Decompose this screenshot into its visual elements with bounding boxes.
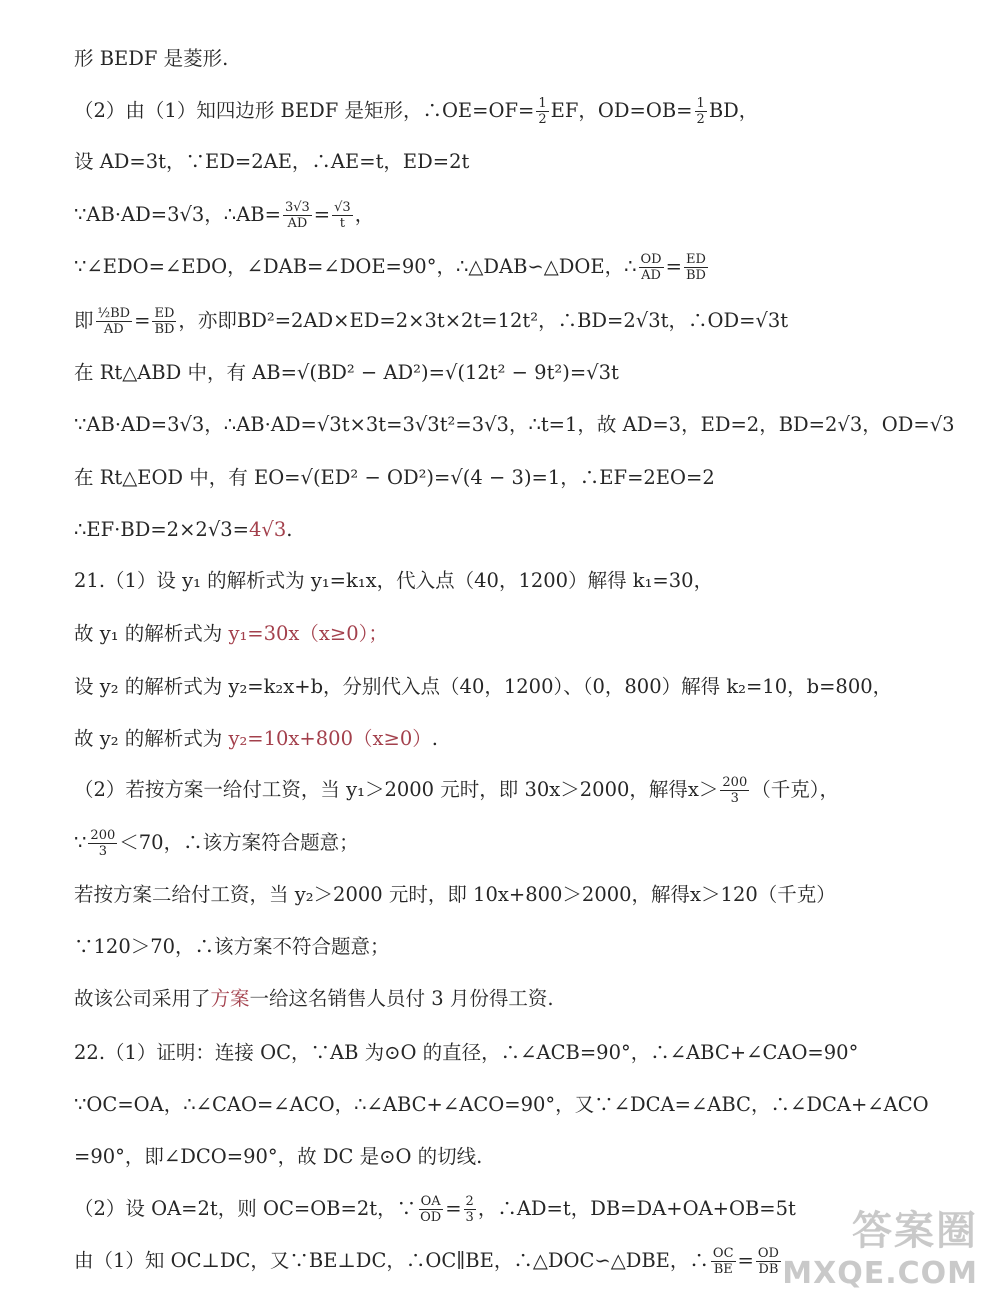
- fraction: $\frac{OC}{BE}$: [712, 1246, 734, 1277]
- fraction: $\frac{1}{2}$: [696, 96, 705, 127]
- watermark-url: MXQE.COM: [782, 1256, 978, 1291]
- text-line: 21.（1）设 y₁ 的解析式为 y₁=k₁x，代入点（40，1200）解得 k₁=30，: [74, 569, 714, 592]
- text-line: 形 BEDF 是菱形.: [74, 47, 229, 70]
- watermark: [782, 1199, 978, 1291]
- fraction: $\frac{ED}{BD}$: [154, 306, 175, 337]
- text-line: ∵ $\frac{200}{3}$ ＜70，∴该方案符合题意；: [74, 828, 359, 859]
- text-line: 故 y₂ 的解析式为 y₂=10x+800（x≥0）.: [74, 727, 438, 750]
- fraction: $\frac{OD}{AD}$: [640, 252, 662, 283]
- text-line: （2）若按方案一给付工资，当 y₁＞2000 元时，即 30x＞2000，解得x＞ $\frac{200}{3}$ （千克），: [74, 775, 839, 806]
- text-line: 在 Rt△EOD 中，有 EO=√(ED² − OD²)=√(4 − 3)=1，∴EF=2EO=2: [74, 466, 715, 489]
- fraction: $\frac{200}{3}$: [722, 775, 748, 806]
- text-line: ∵120＞70，∴该方案不符合题意；: [74, 935, 390, 958]
- text-line: 若按方案二给付工资，当 y₂＞2000 元时，即 10x+800＞2000，解得x＞120（千克）: [74, 883, 836, 906]
- text-line: ∴EF·BD=2×2√3=4√3.: [74, 518, 293, 541]
- text-line: 设 y₂ 的解析式为 y₂=k₂x+b，分别代入点（40，1200）、（0，800）解得 k₂=10，b=800，: [74, 675, 893, 698]
- fraction: $\frac{OA}{OD}$: [420, 1194, 442, 1225]
- watermark-logo: 答案圈: [852, 1208, 978, 1254]
- fraction: $\frac{3√3}{AD}$: [284, 200, 310, 231]
- text-line: =90°，即∠DCO=90°，故 DC 是⊙O 的切线.: [74, 1145, 483, 1168]
- fraction: $\frac{√3}{t}$: [334, 200, 351, 231]
- text-line: 在 Rt△ABD 中，有 AB=√(BD² − AD²)=√(12t² − 9t²)=√3t: [74, 361, 619, 384]
- text-line: （2）由（1）知四边形 BEDF 是矩形，∴OE=OF= $\frac{1}{2}$ EF，OD=OB= $\frac{1}{2}$ BD，: [74, 96, 759, 127]
- fraction: $\frac{\text{½BD}}{AD}$: [97, 306, 131, 337]
- text-line: 故该公司采用了方案一给这名销售人员付 3 月份得工资.: [74, 987, 554, 1010]
- fraction: $\frac{200}{3}$: [90, 828, 116, 859]
- text-line: （2）设 OA=2t，则 OC=OB=2t，∵ $\frac{OA}{OD}$ = $\frac{2}{3}$ ，∴AD=t，DB=DA+OA+OB=5t: [74, 1194, 796, 1225]
- text-line: ∵OC=OA，∴∠CAO=∠ACO，∴∠ABC+∠ACO=90°，又∵∠DCA=∠ABC，∴∠DCA+∠ACO: [74, 1093, 929, 1116]
- text-line: 由（1）知 OC⊥DC，又∵BE⊥DC，∴OC∥BE，∴△DOC∽△DBE，∴ $\frac{OC}{BE}$ = $\frac{OD}{DB}$: [74, 1246, 779, 1277]
- text-line: 即 $\frac{\text{½BD}}{AD}$ = $\frac{ED}{BD}$ ，亦即BD²=2AD×ED=2×3t×2t=12t²，∴BD=2√3t，∴OD=√3t: [74, 306, 789, 337]
- fraction: $\frac{2}{3}$: [465, 1194, 474, 1225]
- text-line: 22.（1）证明：连接 OC，∵AB 为⊙O 的直径，∴∠ACB=90°，∴∠ABC+∠CAO=90°: [74, 1041, 859, 1064]
- text-line: 故 y₁ 的解析式为 y₁=30x（x≥0）；: [74, 622, 388, 645]
- fraction: $\frac{OD}{DB}$: [757, 1246, 779, 1277]
- text-line: ∵∠EDO=∠EDO，∠DAB=∠DOE=90°，∴△DAB∽△DOE，∴ $\frac{OD}{AD}$ = $\frac{ED}{BD}$: [74, 252, 706, 283]
- text-line: ∵AB·AD=3√3，∴AB= $\frac{3√3}{AD}$ = $\frac{√3}{t}$ ，: [74, 200, 375, 231]
- fraction: $\frac{ED}{BD}$: [685, 252, 706, 283]
- text-line: ∵AB·AD=3√3，∴AB·AD=√3t×3t=3√3t²=3√3，∴t=1，故 AD=3，ED=2，BD=2√3，OD=√3: [74, 413, 955, 436]
- text-line: 设 AD=3t，∵ED=2AE，∴AE=t，ED=2t: [74, 150, 470, 173]
- fraction: $\frac{1}{2}$: [538, 96, 547, 127]
